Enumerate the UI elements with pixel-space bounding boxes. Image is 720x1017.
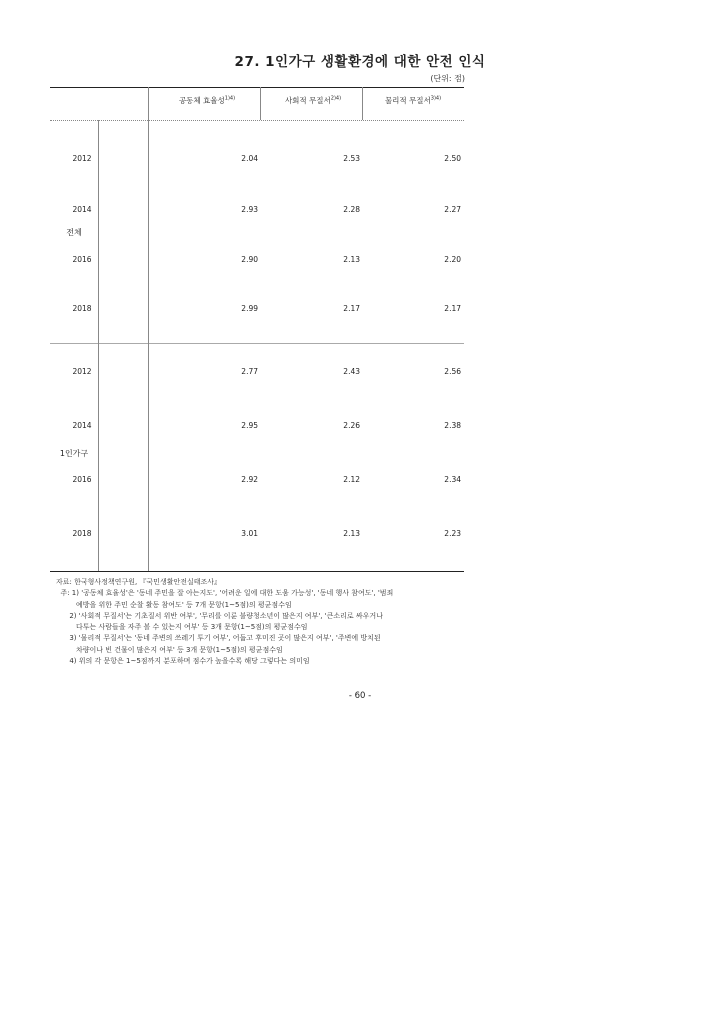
value-cell: 2.50 (444, 154, 461, 163)
value-cell: 2.99 (241, 304, 258, 313)
col-header-physical (362, 95, 464, 106)
group-label-single: 1인가구 (59, 449, 89, 458)
footnote: 주: 1) '공동체 효율성'은 '동네 주민을 잘 아는지도', '어려운 일에 대한 도움 가능성', '동네 행사 참여도', '범죄 (56, 589, 394, 598)
unit-label: (단위: 점) (430, 74, 465, 83)
footnote-mark: 2)4) (330, 95, 342, 102)
value-cell: 2.12 (343, 475, 360, 484)
col-header-label: 사회적 무질서 (284, 96, 331, 105)
value-cell: 2.04 (241, 154, 258, 163)
footnote: 3) '물리적 무질서'는 '동네 주변의 쓰레기 투기 여부', 어둡고 후미진 곳이 많은지 여부', '주변에 방치된 (56, 634, 381, 643)
value-cell: 2.56 (444, 367, 461, 376)
year-cell: 2016 (72, 255, 92, 264)
year-cell: 2012 (72, 154, 92, 163)
value-cell: 2.43 (343, 367, 360, 376)
year-cell: 2018 (72, 304, 92, 313)
value-cell: 2.95 (241, 421, 258, 430)
footnote-mark: 3)4) (430, 95, 442, 102)
footnote: 차량이나 빈 건물이 많은지 여부' 등 3개 문항(1~5점)의 평균점수임 (56, 645, 283, 654)
col-header-social (262, 95, 364, 106)
value-cell: 2.17 (343, 304, 360, 313)
value-cell: 2.93 (241, 205, 258, 214)
value-cell: 2.90 (241, 255, 258, 264)
year-cell: 2018 (72, 529, 92, 538)
value-cell: 2.13 (343, 529, 360, 538)
table-top-rule (50, 87, 464, 88)
value-cell: 2.26 (343, 421, 360, 430)
year-cell: 2014 (72, 205, 92, 214)
footnote: 4) 위의 각 문항은 1~5점까지 분포하며 점수가 높을수록 해당 그렇다는 의미임 (56, 657, 310, 666)
footnote-mark: 1)4) (224, 95, 236, 102)
value-cell: 2.34 (444, 475, 461, 484)
year-cell: 2014 (72, 421, 92, 430)
value-cell: 2.27 (444, 205, 461, 214)
table-bottom-rule (50, 571, 464, 572)
value-cell: 2.92 (241, 475, 258, 484)
value-cell: 3.01 (241, 529, 258, 538)
table-notes (56, 577, 476, 667)
footnote: 예방을 위한 주민 순찰 활동 참여도' 등 7개 문항(1~5점)의 평균점수임 (56, 600, 292, 609)
col-header-label: 공동체 효율성 (178, 96, 225, 105)
footnote: 2) '사회적 무질서'는 기초질서 위반 여부', '무리를 이룬 불량청소년이 많은지 여부', '큰소리로 싸우거나 (56, 611, 383, 620)
col-header-community (156, 95, 258, 106)
value-cell: 2.20 (444, 255, 461, 264)
col-header-label: 물리적 무질서 (384, 96, 431, 105)
value-cell: 2.13 (343, 255, 360, 264)
header-rule (50, 120, 464, 121)
table-title: 27. 1인가구 생활환경에 대한 안전 인식 (234, 54, 486, 70)
group-label-total: 전체 (66, 228, 82, 237)
value-cell: 2.23 (444, 529, 461, 538)
value-cell: 2.77 (241, 367, 258, 376)
footnote: 다투는 사람들을 자주 볼 수 있는지 여부' 등 3개 문항(1~5점)의 평균점수임 (56, 623, 308, 632)
year-cell: 2016 (72, 475, 92, 484)
source-note: 자료: 한국형사정책연구원, 『국민생활안전실태조사』 (56, 578, 222, 586)
value-cell: 2.38 (444, 421, 461, 430)
group-divider (50, 343, 464, 344)
value-cell: 2.53 (343, 154, 360, 163)
value-cell: 2.17 (444, 304, 461, 313)
value-cell: 2.28 (343, 205, 360, 214)
col-rule-1 (148, 87, 149, 120)
spacer (98, 120, 99, 571)
page-number: - 60 - (348, 691, 372, 701)
year-col-rule (148, 120, 149, 571)
col-rule-2 (260, 87, 261, 120)
year-cell: 2012 (72, 367, 92, 376)
